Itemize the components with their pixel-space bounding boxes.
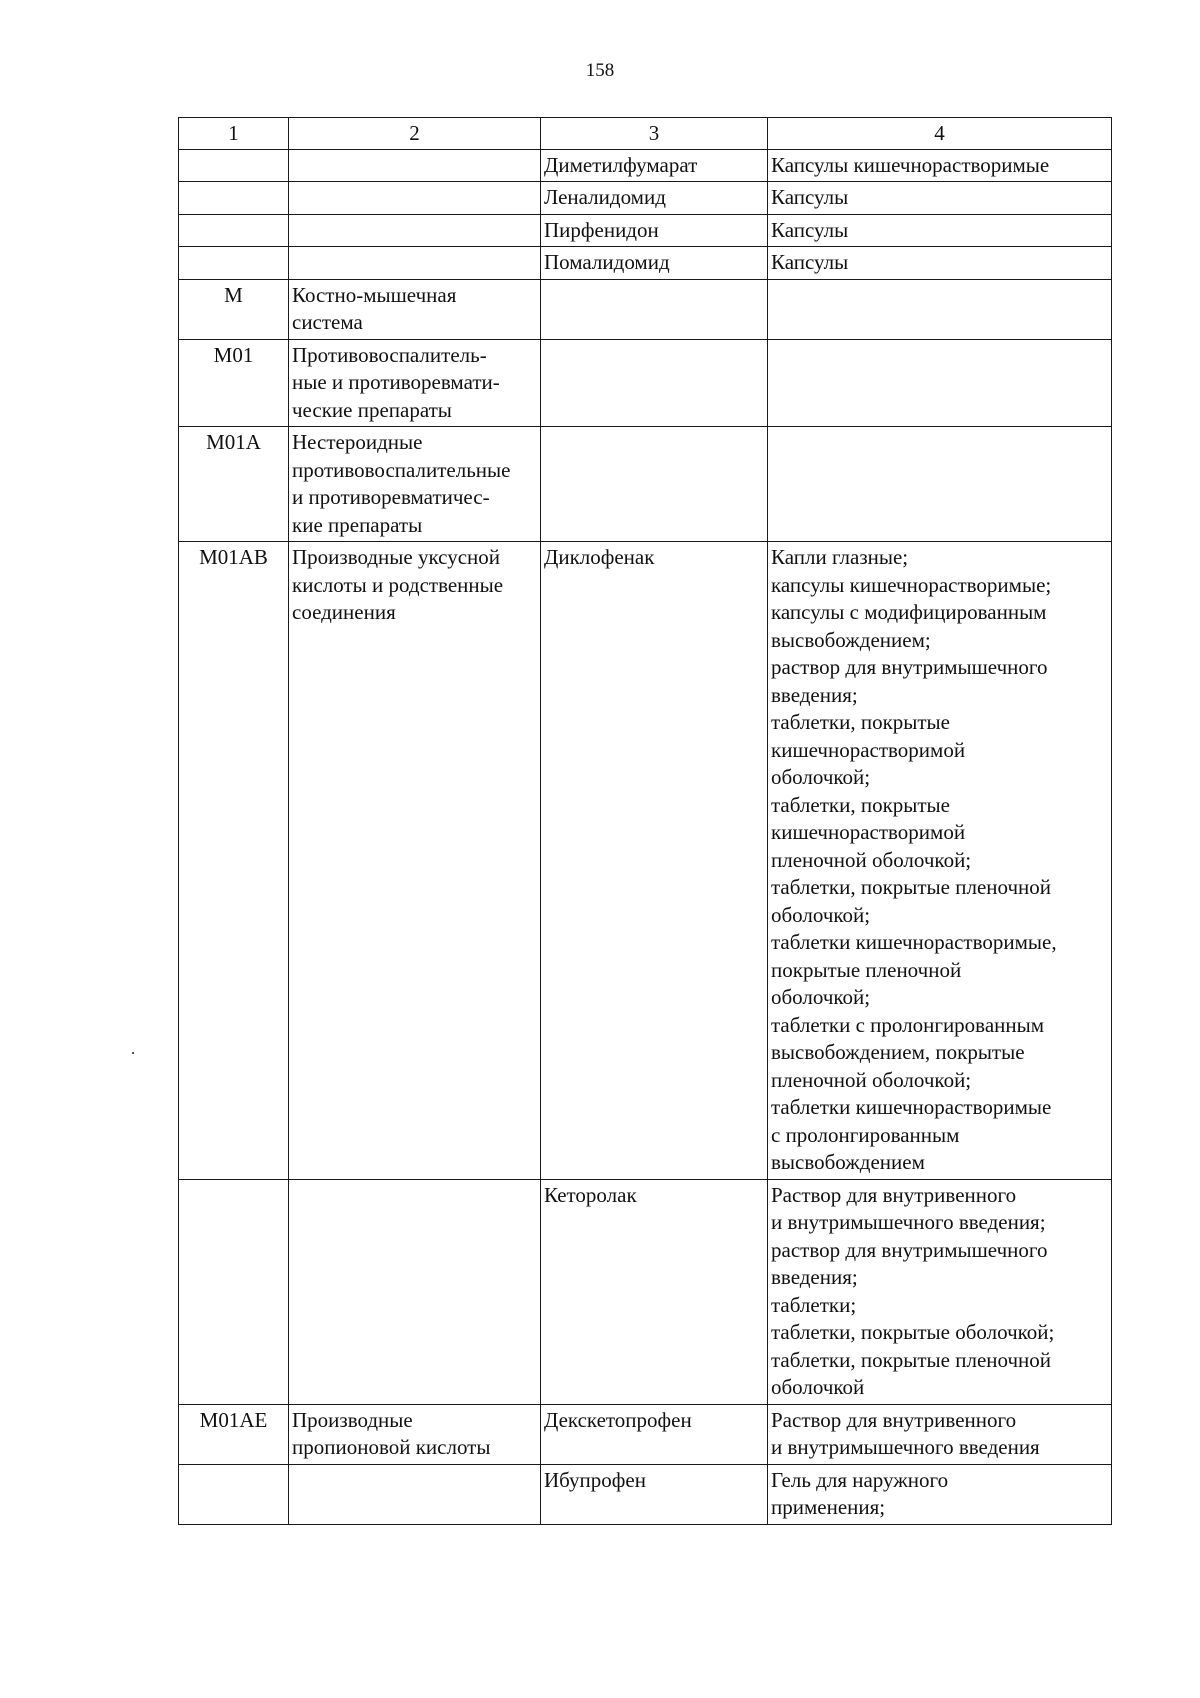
dosage-form-line: применения; [771,1495,886,1519]
dosage-form-line: и внутримышечного введения [771,1435,1040,1459]
dosage-forms-cell [768,1404,1112,1464]
dosage-form-line: оболочкой; [771,985,871,1009]
drug-name-cell: Диметилфумарат [541,149,768,182]
dosage-form-line: капсулы кишечнорастворимые; [771,572,1052,597]
group-name-cell [289,149,541,182]
dosage-form-line: Капли глазные; [771,545,909,569]
dosage-form-line: оболочкой; [771,902,871,927]
dosage-forms-cell [768,182,1112,215]
group-name-cell [289,1404,541,1464]
dosage-forms-cell [768,214,1112,247]
atc-code-cell [179,149,289,182]
group-name-cell [289,339,541,427]
dosage-form-line: высвобождением; [771,627,931,652]
table-row [179,339,1112,427]
page-number: 158 [585,60,615,81]
dosage-form-line: раствор для внутримышечного [771,655,1048,679]
drug-name-cell: Помалидомид [541,247,768,280]
header-cell-3: 3 [541,118,768,150]
table-row [179,427,1112,542]
table-row [179,279,1112,339]
drug-name-cell [541,339,768,427]
atc-code-cell: M01AE [179,1404,289,1464]
dosage-form-line: Гель для наружного [771,1467,949,1492]
dosage-form-line: Раствор для внутривенного [771,1407,1017,1432]
dosage-form-line: капсулы с модифицированным [771,600,1047,624]
group-name-cell [289,1179,541,1404]
group-name-line: Производные уксусной [292,545,500,569]
dosage-form-line: Капсулы кишечнорастворимые [771,152,1050,177]
group-name-line: Противовоспалитель- [292,342,487,367]
dosage-forms-cell [768,1464,1112,1524]
atc-code-cell [179,1179,289,1404]
atc-code-cell: M [179,279,289,339]
group-name-line: соединения [292,600,396,624]
drug-name-cell [541,427,768,542]
dosage-form-line: Капсулы [771,217,849,242]
table-row [179,1464,1112,1524]
atc-code-cell [179,1464,289,1524]
drug-name-cell: Декскетопрофен [541,1404,768,1464]
dosage-form-line: таблетки кишечнорастворимые [771,1095,1052,1119]
group-name-cell [289,214,541,247]
dosage-form-line: таблетки с пролонгированным [771,1012,1045,1037]
table-row [179,247,1112,280]
header-cell-1: 1 [179,118,289,150]
dosage-form-line: таблетки, покрытые пленочной [771,875,1052,899]
atc-code-cell: M01A [179,427,289,542]
group-name-line: кие препараты [292,512,423,537]
group-name-line: пропионовой кислоты [292,1435,491,1459]
dosage-form-line: и внутримышечного введения; [771,1210,1046,1234]
group-name-cell [289,427,541,542]
dosage-form-line: таблетки, покрытые оболочкой; [771,1320,1055,1344]
dosage-form-line: покрытые пленочной [771,957,962,982]
dosage-form-line: раствор для внутримышечного [771,1237,1048,1262]
dosage-form-line: таблетки, покрытые [771,710,950,734]
drug-name-cell: Леналидомид [541,182,768,215]
group-name-line: кислоты и родственные [292,572,504,597]
dosage-form-line: пленочной оболочкой; [771,1067,972,1092]
dosage-form-line: таблетки; [771,1292,857,1317]
header-cell-4: 4 [768,118,1112,150]
group-name-line: Нестероидные [292,430,423,454]
dosage-form-line: высвобождением, покрытые [771,1040,1025,1064]
group-name-cell [289,1464,541,1524]
drug-name-cell: Пирфенидон [541,214,768,247]
dosage-forms-cell [768,247,1112,280]
group-name-cell [289,247,541,280]
dosage-form-line: оболочкой; [771,765,871,789]
atc-code-cell [179,214,289,247]
drug-name-cell: Ибупрофен [541,1464,768,1524]
header-row [179,118,1112,150]
drug-table [178,117,1112,1525]
table-row [179,149,1112,182]
group-name-line: противовоспалительные [292,457,511,482]
dosage-forms-cell [768,427,1112,542]
atc-code-cell [179,182,289,215]
dosage-form-line: кишечнорастворимой [771,737,966,762]
dosage-form-line: Капсулы [771,185,849,209]
dosage-form-line: кишечнорастворимой [771,820,966,844]
table-row [179,1179,1112,1404]
dosage-form-line: таблетки кишечнорастворимые, [771,930,1057,954]
dosage-form-line: высвобождением [771,1150,925,1174]
dosage-forms-cell [768,1179,1112,1404]
dosage-form-line: таблетки, покрытые пленочной [771,1347,1052,1372]
dosage-form-line: таблетки, покрытые [771,792,950,817]
drug-name-cell: Диклофенак [541,542,768,1180]
group-name-line: Производные [292,1407,413,1432]
atc-code-cell: M01 [179,339,289,427]
group-name-line: система [292,310,363,334]
header-cell-2: 2 [289,118,541,150]
group-name-line: Костно-мышечная [292,282,457,307]
drug-name-cell [541,279,768,339]
dosage-form-line: пленочной оболочкой; [771,847,972,872]
dosage-form-line: с пролонгированным [771,1122,960,1147]
atc-code-cell: M01AB [179,542,289,1180]
table-row [179,1404,1112,1464]
group-name-cell [289,542,541,1180]
table-row [179,182,1112,215]
table-row [179,542,1112,1180]
atc-code-cell [179,247,289,280]
dosage-forms-cell [768,339,1112,427]
dosage-forms-cell [768,542,1112,1180]
group-name-line: ческие препараты [292,397,452,422]
group-name-cell [289,279,541,339]
group-name-line: и противоревматичес- [292,485,490,509]
dosage-forms-cell [768,149,1112,182]
scan-mark [132,1052,134,1054]
dosage-form-line: введения; [771,1265,858,1289]
group-name-cell [289,182,541,215]
table-body [179,118,1112,1525]
dosage-form-line: Раствор для внутривенного [771,1182,1017,1207]
group-name-line: ные и противоревмати- [292,370,500,394]
dosage-forms-cell [768,279,1112,339]
dosage-form-line: введения; [771,682,858,707]
table-row [179,214,1112,247]
drug-name-cell: Кеторолак [541,1179,768,1404]
dosage-form-line: оболочкой [771,1375,865,1399]
dosage-form-line: Капсулы [771,250,849,274]
